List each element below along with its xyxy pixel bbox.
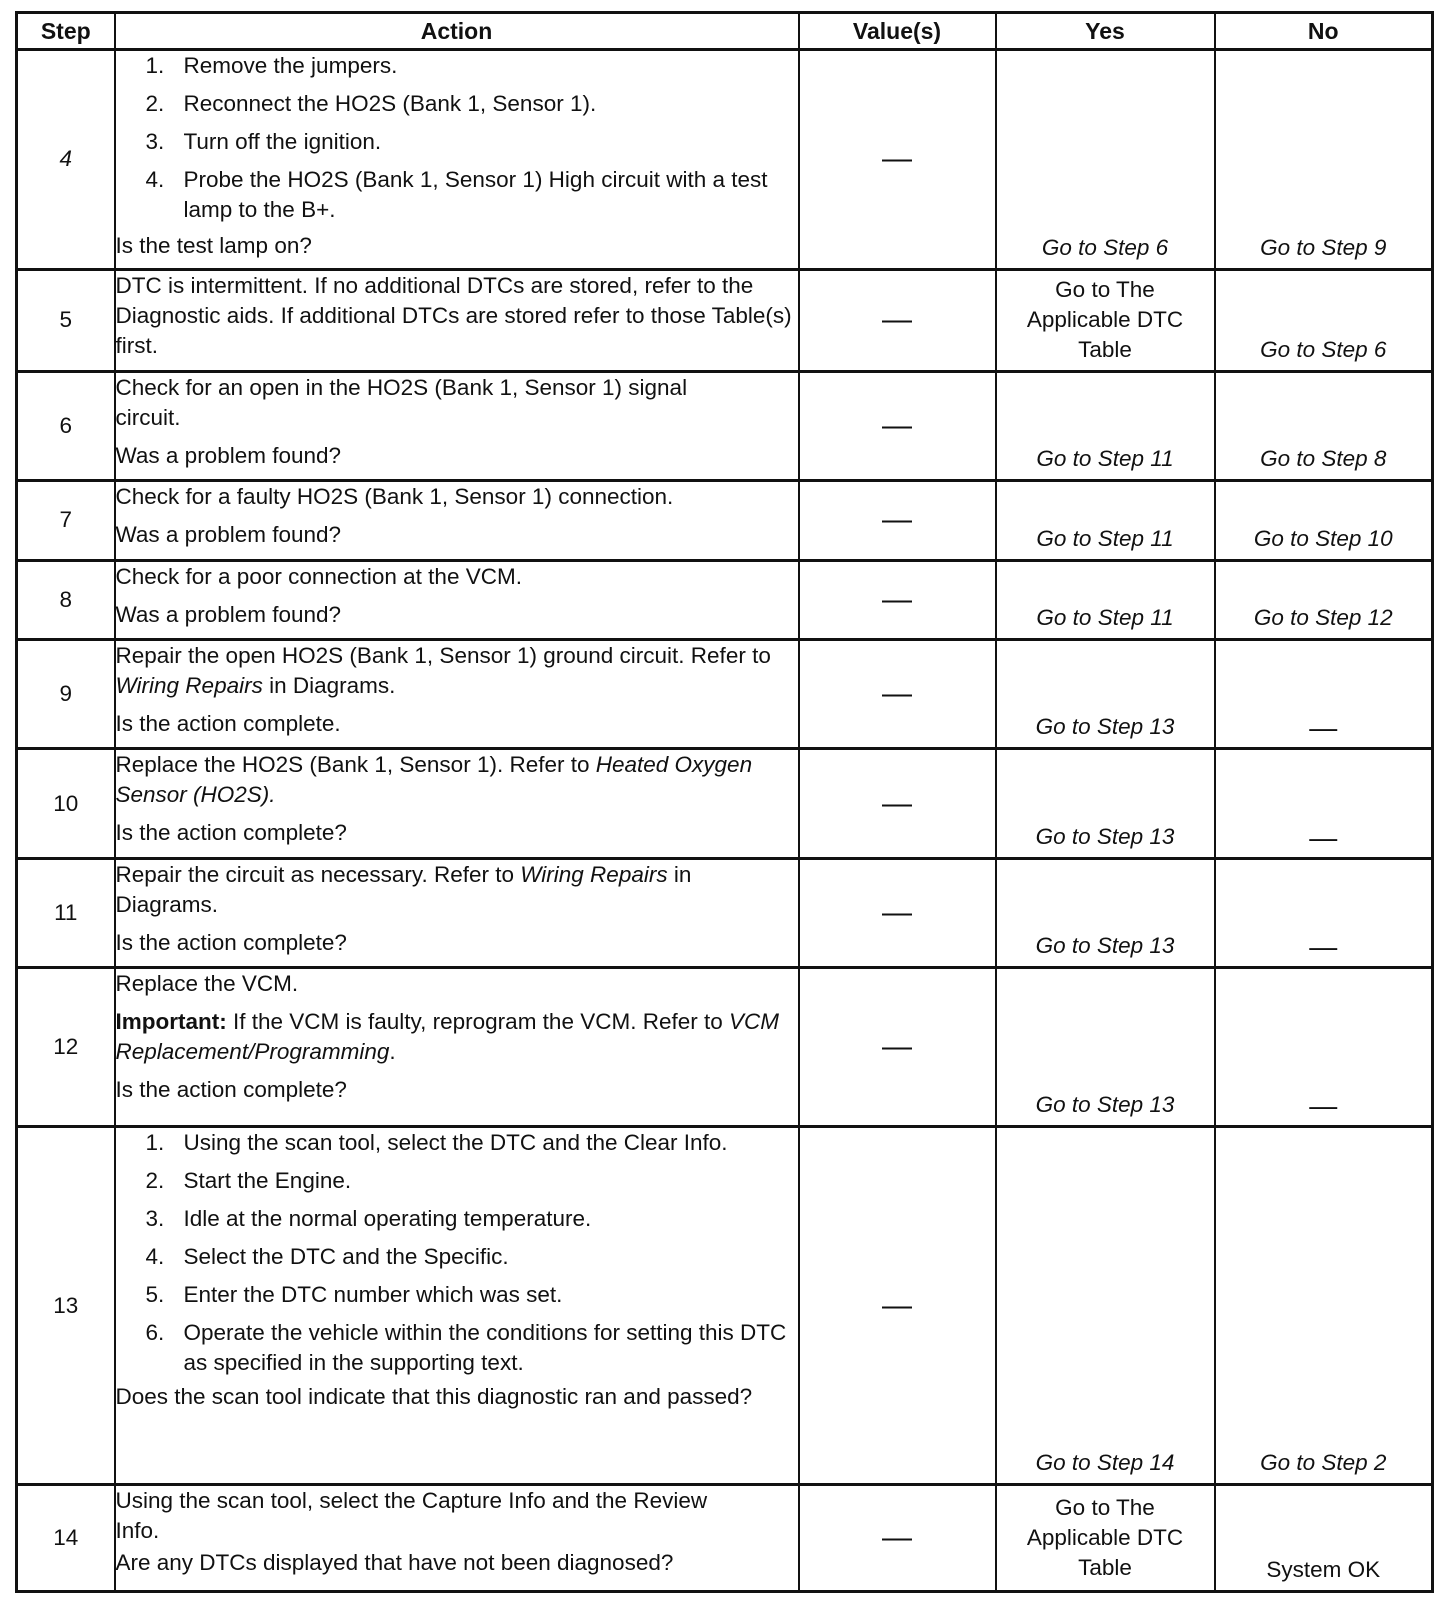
no-result: — (1309, 821, 1338, 853)
value-cell: — (799, 269, 996, 371)
list-item: 1. Using the scan tool, select the DTC and the Clear Info. (145, 1130, 728, 1156)
yes-result: Go to Step 13 (1035, 933, 1175, 958)
action-text: DTC is intermittent. If no additional DTCs are stored, refer to the Diagnostic aids. If additional DTCs are stored refer to those Table(s) first. (115, 272, 792, 358)
important-label: Important: (115, 1009, 227, 1034)
step-number: 12 (17, 968, 115, 1127)
step-number: 14 (17, 1484, 115, 1591)
action-question: Is the test lamp on? (115, 233, 312, 258)
no-cell (1215, 371, 1433, 480)
value-cell: — (799, 50, 996, 270)
list-item: 6. Operate the vehicle within the conditions for setting this DTC as specified in the supporting text. (145, 1320, 787, 1376)
table-row (17, 968, 1433, 1127)
step-number: 7 (17, 480, 115, 560)
list-item: 2. Start the Engine. (145, 1168, 352, 1194)
wiring-repairs-ref: Wiring Repairs (115, 673, 263, 699)
value-cell: — (799, 1484, 996, 1591)
action-text: Check for a poor connection at the VCM. (115, 563, 522, 589)
header-yes: Yes (996, 13, 1215, 50)
no-result: Go to Step 9 (1260, 234, 1387, 260)
action-cell (115, 968, 799, 1127)
value-cell: — (799, 858, 996, 967)
step-number: 5 (17, 269, 115, 371)
table-row (17, 560, 1433, 640)
action-text: Repair the open HO2S (Bank 1, Sensor 1) ground circuit. Refer to Wiring Repairs in Diagrams. (115, 643, 771, 699)
action-steps (116, 51, 798, 225)
action-cell (115, 749, 799, 858)
table-header-row (17, 13, 1433, 50)
no-cell (1215, 968, 1433, 1127)
yes-cell (996, 480, 1215, 560)
no-cell (1215, 269, 1433, 371)
table-row (17, 1484, 1433, 1591)
action-question: Was a problem found? (115, 601, 342, 627)
no-result: Go to Step 12 (1253, 605, 1393, 631)
action-question: Does the scan tool indicate that this diagnostic ran and passed? (115, 1384, 753, 1410)
yes-result: Go to The Applicable DTC Table (1026, 277, 1184, 363)
action-cell (115, 480, 799, 560)
yes-result: Go to Step 11 (1036, 445, 1174, 471)
step-number: 8 (17, 560, 115, 640)
yes-result: Go to Step 13 (1035, 714, 1175, 740)
yes-result: Go to Step 11 (1036, 525, 1174, 551)
no-result: — (1309, 712, 1338, 744)
no-cell (1215, 1484, 1433, 1591)
yes-cell (996, 858, 1215, 967)
yes-result: Go to Step 11 (1036, 605, 1174, 631)
action-cell (115, 1484, 799, 1591)
action-text: Check for an open in the HO2S (Bank 1, Sensor 1) signal circuit. (115, 374, 688, 430)
no-result: Go to Step 2 (1260, 1449, 1387, 1475)
no-cell (1215, 1127, 1433, 1484)
yes-cell (996, 749, 1215, 858)
action-question: Is the action complete? (115, 929, 347, 955)
yes-result: Go to Step 6 (1041, 234, 1169, 260)
yes-cell (996, 968, 1215, 1127)
step-number: 4 (17, 50, 115, 270)
no-cell (1215, 480, 1433, 560)
yes-result: Go to Step 13 (1035, 823, 1175, 849)
no-cell (1215, 50, 1433, 270)
yes-cell (996, 371, 1215, 480)
yes-result: Go to The Applicable DTC Table (1026, 1494, 1184, 1580)
value-cell: — (799, 560, 996, 640)
no-result: System OK (1266, 1557, 1381, 1582)
table-row (17, 1127, 1433, 1484)
yes-cell (996, 640, 1215, 749)
no-result: Go to Step 8 (1260, 445, 1387, 471)
list-item: 3. Idle at the normal operating temperature. (145, 1206, 592, 1232)
table-row (17, 269, 1433, 371)
table-row (17, 640, 1433, 749)
yes-result: Go to Step 13 (1035, 1092, 1175, 1118)
no-result: Go to Step 10 (1253, 525, 1393, 551)
list-item: 1. Remove the jumpers. (145, 53, 398, 78)
value-cell: — (799, 640, 996, 749)
ho2s-ref: Heated Oxygen Sensor (HO2S). (115, 752, 753, 808)
no-result: Go to Step 6 (1260, 336, 1387, 362)
no-result: — (1309, 1090, 1338, 1122)
action-steps (116, 1128, 798, 1378)
header-action: Action (115, 13, 799, 50)
action-text: Replace the HO2S (Bank 1, Sensor 1). Refer to Heated Oxygen Sensor (HO2S). (115, 752, 753, 808)
action-cell (115, 371, 799, 480)
action-text: Using the scan tool, select the Capture Info and the Review Info. (115, 1487, 708, 1543)
value-cell: — (799, 371, 996, 480)
wiring-repairs-ref: Wiring Repairs (520, 861, 668, 887)
yes-cell (996, 560, 1215, 640)
action-cell (115, 560, 799, 640)
action-text: Check for a faulty HO2S (Bank 1, Sensor 1) connection. (115, 483, 674, 509)
list-item: 4. Select the DTC and the Specific. (145, 1244, 509, 1270)
no-cell (1215, 749, 1433, 858)
action-question: Is the action complete. (115, 711, 341, 737)
action-question: Was a problem found? (115, 521, 342, 547)
list-item: 5. Enter the DTC number which was set. (145, 1282, 563, 1308)
action-cell (115, 858, 799, 967)
yes-cell (996, 269, 1215, 371)
action-question: Is the action complete? (115, 820, 347, 846)
no-result: — (1309, 931, 1338, 962)
value-cell: — (799, 480, 996, 560)
action-cell (115, 269, 799, 371)
value-cell: — (799, 749, 996, 858)
yes-cell (996, 1484, 1215, 1591)
step-number: 11 (17, 858, 115, 967)
action-question: Was a problem found? (115, 442, 342, 468)
value-cell: — (799, 1127, 996, 1484)
diagnostic-table (15, 11, 1434, 1593)
table-row (17, 480, 1433, 560)
yes-result: Go to Step 14 (1035, 1449, 1175, 1475)
action-cell (115, 50, 799, 270)
header-values: Value(s) (799, 13, 996, 50)
step-number: 9 (17, 640, 115, 749)
important-note: Important: If the VCM is faulty, reprogram the VCM. Refer to VCM Replacement/Programming. (115, 1009, 780, 1064)
yes-cell (996, 50, 1215, 270)
no-cell (1215, 858, 1433, 967)
no-cell (1215, 560, 1433, 640)
vcm-programming-ref: VCM Replacement/Programming (115, 1009, 780, 1064)
action-text: Repair the circuit as necessary. Refer to Wiring Repairs in Diagrams. (115, 861, 692, 917)
header-no: No (1215, 13, 1433, 50)
header-step: Step (17, 13, 115, 50)
action-question: Is the action complete? (115, 1077, 347, 1102)
value-cell: — (799, 968, 996, 1127)
list-item: 3. Turn off the ignition. (145, 129, 382, 154)
table-row (17, 50, 1433, 270)
yes-cell (996, 1127, 1215, 1484)
table-row (17, 749, 1433, 858)
step-number: 13 (17, 1127, 115, 1484)
action-text: Replace the VCM. (115, 971, 299, 996)
table-row (17, 858, 1433, 967)
step-number: 10 (17, 749, 115, 858)
list-item: 4. Probe the HO2S (Bank 1, Sensor 1) High circuit with a test lamp to the B+. (145, 167, 768, 222)
no-cell (1215, 640, 1433, 749)
action-cell (115, 1127, 799, 1484)
table-row (17, 371, 1433, 480)
step-number: 6 (17, 371, 115, 480)
action-question: Are any DTCs displayed that have not been diagnosed? (115, 1549, 674, 1575)
list-item: 2. Reconnect the HO2S (Bank 1, Sensor 1). (145, 91, 597, 116)
action-cell (115, 640, 799, 749)
